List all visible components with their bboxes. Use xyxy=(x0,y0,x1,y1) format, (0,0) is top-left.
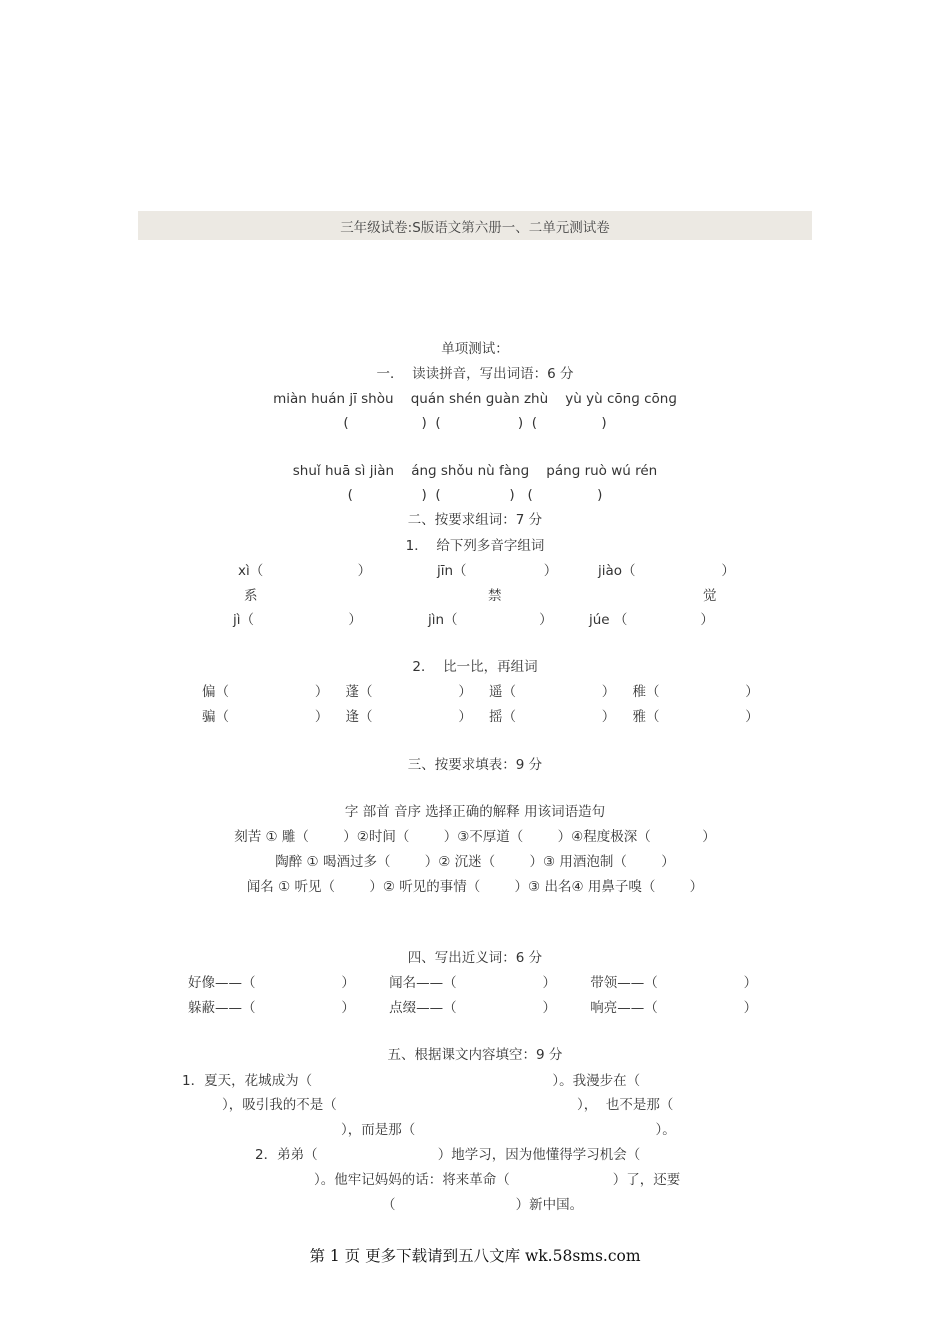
page-title: 三年级试卷:S版语文第六册一、二单元测试卷 xyxy=(340,219,610,236)
pinyin-row-2: shuǐ huā sì jiàn ánɡ shǒu nù fànɡ pánɡ ruò wú rén xyxy=(292,463,658,479)
polyphone-jiao: jiào（ ） xyxy=(598,563,735,579)
char-xi: 系 xyxy=(244,588,258,604)
section-1-heading: 一． 读读拼音，写出词语：6 分 xyxy=(376,366,574,382)
synonym-row-1: 好像——（ ） 闻名——（ ） 带领——（ ） xyxy=(188,975,758,991)
section-3-heading: 三、按要求填表：9 分 xyxy=(407,757,543,773)
section-2-heading: 二、按要求组词：7 分 xyxy=(407,512,543,528)
table-row-2: 陶醉 ① 喝酒过多（ ）② 沉迷（ ）③ 用酒泡制（ ） xyxy=(275,854,675,870)
fill-line-4: 2．弟弟（ ）地学习，因为他懂得学习机会（ xyxy=(255,1147,641,1163)
section-5-heading: 五、根据课文内容填空：9 分 xyxy=(387,1047,563,1063)
pinyin-row-1: miàn huán jī shòu quán shén ɡuàn zhù yù yù cōnɡ cōnɡ xyxy=(273,391,677,407)
blank-row-1: ( ) ( ) ( ) xyxy=(343,415,607,431)
char-jin: 禁 xyxy=(488,588,502,604)
synonym-row-2: 躲蔽——（ ） 点缀——（ ） 响亮——（ ） xyxy=(188,1000,758,1016)
fill-line-1: 1．夏天，花城成为（ ）。我漫步在（ xyxy=(182,1073,641,1089)
polyphone-jin1: jīn（ ） xyxy=(437,563,558,579)
page-footer: 第 1 页 更多下载请到五八文库 wk.58sms.com xyxy=(309,1247,641,1265)
fill-line-3: ），而是那（ ）。 xyxy=(341,1122,676,1138)
compare-row-2: 骗（ ） 逢（ ） 摇（ ） 雅（ ） xyxy=(202,709,759,725)
polyphone-ji: jì（ ） xyxy=(233,612,362,628)
header-bar xyxy=(138,211,812,240)
subtitle: 单项测试： xyxy=(441,341,509,357)
char-jue: 觉 xyxy=(703,588,717,604)
section-4-heading: 四、写出近义词：6 分 xyxy=(407,950,543,966)
fill-line-5: ）。他牢记妈妈的话：将来革命（ ）了，还要 xyxy=(314,1172,681,1188)
table-row-1: 刻苦 ① 雕（ ）②时间（ ）③不厚道（ ）④程度极深（ ） xyxy=(234,829,716,845)
fill-line-6: （ ）新中国。 xyxy=(382,1197,584,1213)
polyphone-jin4: jìn（ ） xyxy=(428,612,553,628)
polyphone-jue: júe （ ） xyxy=(589,612,714,628)
table-row-3: 闻名 ① 听见（ ）② 听见的事情（ ）③ 出名④ 用鼻子嗅（ ） xyxy=(246,879,704,895)
compare-row-1: 偏（ ） 蓬（ ） 遥（ ） 稚（ ） xyxy=(202,684,759,700)
polyphone-xi: xì（ ） xyxy=(238,563,372,579)
blank-row-2: ( ) ( ) ( ) xyxy=(347,487,603,503)
section-2-sub-2: 2． 比一比，再组词 xyxy=(412,659,538,675)
section-2-sub-1: 1． 给下列多音字组词 xyxy=(405,538,545,554)
table-header: 字 部首 音序 选择正确的解释 用该词语造句 xyxy=(344,804,606,820)
fill-line-2: ），吸引我的不是（ ）， 也不是那（ xyxy=(222,1097,674,1113)
